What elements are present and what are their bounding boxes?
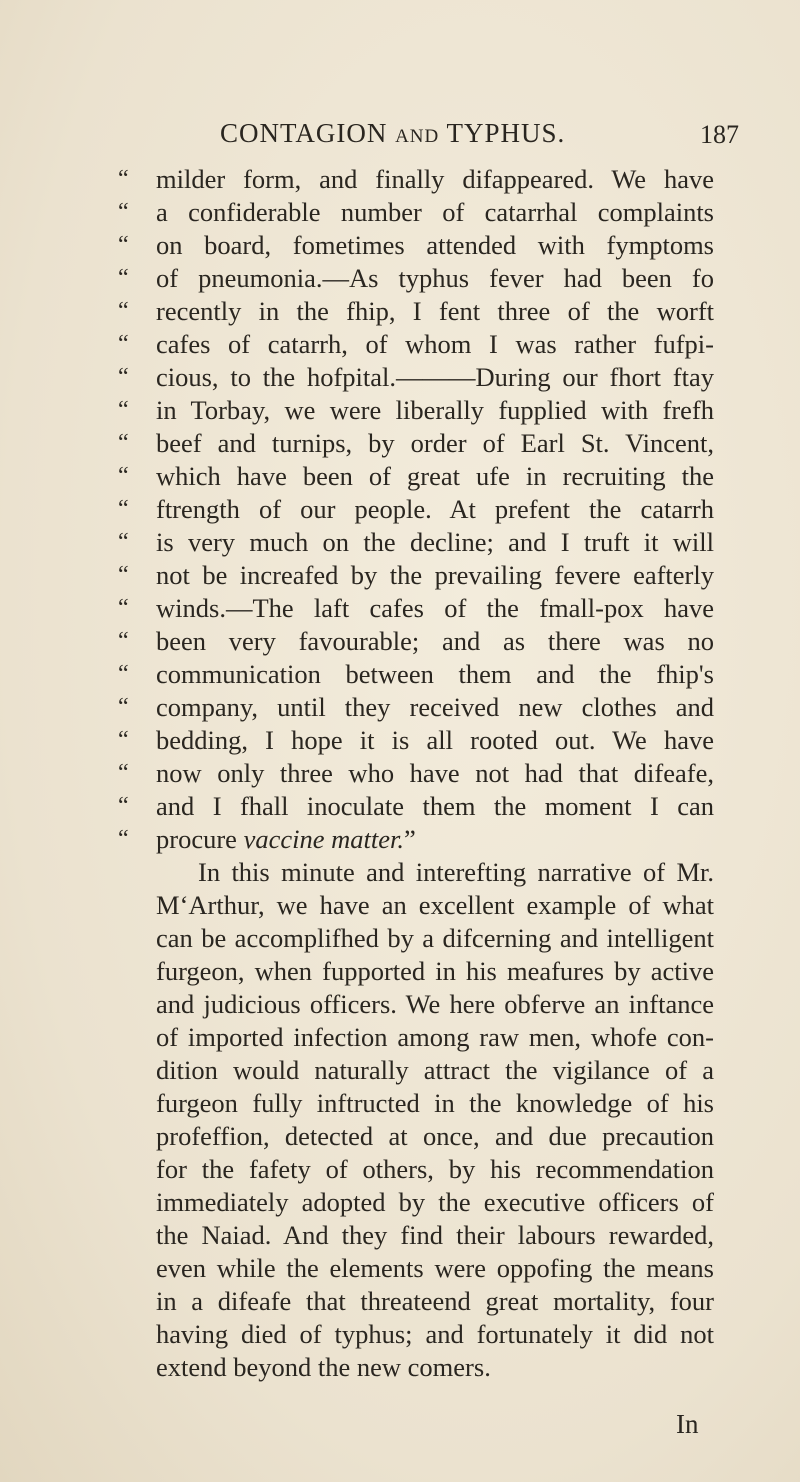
paragraph-line: [156, 1153, 714, 1186]
paragraph-line-text: furgeon, when fupported in his meafures by active: [156, 956, 714, 986]
quote-mark: “: [118, 793, 128, 819]
paragraph-line-text: even while the elements were oppofing the means: [156, 1253, 714, 1283]
quoted-line: [118, 196, 714, 229]
quoted-line: [118, 658, 714, 691]
quoted-line-text: on board, fometimes attended with fymptoms: [156, 230, 714, 260]
quote-mark: “: [118, 562, 128, 588]
quoted-line-text: in Torbay, we were liberally fupplied with frefh: [156, 395, 714, 425]
quote-mark: “: [118, 463, 128, 489]
quote-mark: “: [118, 529, 128, 555]
paragraph-line-text: In this minute and interefting narrative of Mr.: [198, 857, 714, 887]
quoted-line-text: communication between them and the fhip's: [156, 659, 714, 689]
quoted-line: [118, 493, 714, 526]
paragraph-line-text: can be accomplifhed by a difcerning and intelligent: [156, 923, 714, 953]
running-head-and: AND: [395, 126, 440, 147]
paragraph-line-text: extend beyond the new comers.: [156, 1352, 491, 1382]
quote-mark: “: [118, 331, 128, 357]
body-text: [118, 163, 714, 1384]
quoted-last-prefix: procure: [156, 824, 244, 854]
quoted-line: [118, 790, 714, 823]
running-head: [220, 118, 565, 149]
page-header: [0, 118, 800, 158]
quote-mark: “: [118, 760, 128, 786]
quote-mark: “: [118, 166, 128, 192]
quoted-line: [118, 691, 714, 724]
paragraph-line: [156, 1087, 714, 1120]
paragraph-line: [156, 1054, 714, 1087]
quoted-line-text: cafes of catarrh, of whom I was rather fufpi-: [156, 329, 714, 359]
paragraph-line: [156, 1318, 714, 1351]
commentary-paragraph: [156, 856, 714, 1384]
quoted-line: [118, 328, 714, 361]
running-head-right: TYPHUS.: [446, 118, 566, 148]
quote-mark: “: [118, 298, 128, 324]
paragraph-line: [156, 1186, 714, 1219]
quoted-line-text: now only three who have not had that difeafe,: [156, 758, 714, 788]
quoted-line-text: recently in the fhip, I fent three of the worft: [156, 296, 714, 326]
quote-mark: “: [118, 496, 128, 522]
page-number: 187: [700, 120, 739, 149]
quoted-last-suffix: ”: [403, 824, 416, 854]
quoted-line-last-text: [156, 823, 714, 856]
quoted-line: [118, 460, 714, 493]
quoted-line: [118, 427, 714, 460]
paragraph-line-text: furgeon fully inftructed in the knowledge of his: [156, 1088, 714, 1118]
paragraph-line: [156, 1120, 714, 1153]
paragraph-line-text: dition would naturally attract the vigilance of a: [156, 1055, 714, 1085]
paragraph-line: [156, 1285, 714, 1318]
quoted-line: [118, 757, 714, 790]
paragraph-line: [156, 1351, 714, 1384]
quoted-line-text: is very much on the decline; and I truft it will: [156, 527, 714, 557]
quoted-line: [118, 262, 714, 295]
quote-mark: “: [118, 265, 128, 291]
quoted-line-text: been very favourable; and as there was no: [156, 626, 714, 656]
paragraph-line: [156, 955, 714, 988]
quoted-line: [118, 295, 714, 328]
quoted-line: [118, 361, 714, 394]
quoted-line: [118, 592, 714, 625]
quoted-line-text: which have been of great ufe in recruiting the: [156, 461, 714, 491]
paragraph-line-text: the Naiad. And they find their labours rewarded,: [156, 1220, 714, 1250]
quoted-line-text: of pneumonia.—As typhus fever had been fo: [156, 263, 714, 293]
quoted-line-text: not be increafed by the prevailing fevere eafterly: [156, 560, 714, 590]
quoted-letter: [118, 163, 714, 823]
quoted-line-text: bedding, I hope it is all rooted out. We have: [156, 725, 714, 755]
paragraph-line: [156, 1219, 714, 1252]
paragraph-line: [156, 1021, 714, 1054]
paragraph-line: [156, 856, 714, 889]
quoted-line-text: a confiderable number of catarrhal complaints: [156, 197, 714, 227]
quote-mark: “: [118, 364, 128, 390]
paragraph-line-text: of imported infection among raw men, whofe con-: [156, 1022, 714, 1052]
quote-mark: “: [118, 826, 128, 852]
quoted-line: [118, 394, 714, 427]
quoted-line: [118, 229, 714, 262]
quoted-line-text: cious, to the hofpital.———During our fhort ftay: [156, 362, 714, 392]
running-head-left: CONTAGION: [220, 118, 388, 148]
quoted-line: [118, 625, 714, 658]
quote-mark: “: [118, 397, 128, 423]
paragraph-line-text: immediately adopted by the executive officers of: [156, 1187, 714, 1217]
quoted-line-text: winds.—The laft cafes of the fmall-pox have: [156, 593, 714, 623]
quote-mark: “: [118, 661, 128, 687]
quote-mark: “: [118, 628, 128, 654]
quoted-line-last: [118, 823, 714, 856]
quoted-line: [118, 559, 714, 592]
quoted-last-italic: vaccine matter.: [243, 824, 404, 854]
quote-mark: “: [118, 727, 128, 753]
quote-mark: “: [118, 232, 128, 258]
paragraph-line: [156, 889, 714, 922]
paragraph-line-text: in a difeafe that threateend great mortality, four: [156, 1286, 714, 1316]
paragraph-line-text: profeffion, detected at once, and due precaution: [156, 1121, 714, 1151]
quote-mark: “: [118, 430, 128, 456]
paragraph-line: [156, 922, 714, 955]
quote-mark: “: [118, 694, 128, 720]
quoted-line-text: ftrength of our people. At prefent the catarrh: [156, 494, 714, 524]
quoted-line-text: milder form, and finally difappeared. We have: [156, 164, 714, 194]
quote-mark: “: [118, 595, 128, 621]
quoted-line-text: and I fhall inoculate them the moment I can: [156, 791, 714, 821]
quoted-line-text: beef and turnips, by order of Earl St. Vincent,: [156, 428, 714, 458]
quoted-line: [118, 724, 714, 757]
catchword: In: [676, 1409, 699, 1439]
paragraph-line-text: having died of typhus; and fortunately it did not: [156, 1319, 714, 1349]
quoted-line-text: company, until they received new clothes and: [156, 692, 714, 722]
paragraph-line-text: for the fafety of others, by his recommendation: [156, 1154, 714, 1184]
quoted-line: [118, 163, 714, 196]
paragraph-line-text: and judicious officers. We here obferve an inftance: [156, 989, 714, 1019]
paragraph-line: [156, 1252, 714, 1285]
paragraph-line: [156, 988, 714, 1021]
paragraph-line-text: M‘Arthur, we have an excellent example of what: [156, 890, 714, 920]
quoted-line: [118, 526, 714, 559]
quote-mark: “: [118, 199, 128, 225]
